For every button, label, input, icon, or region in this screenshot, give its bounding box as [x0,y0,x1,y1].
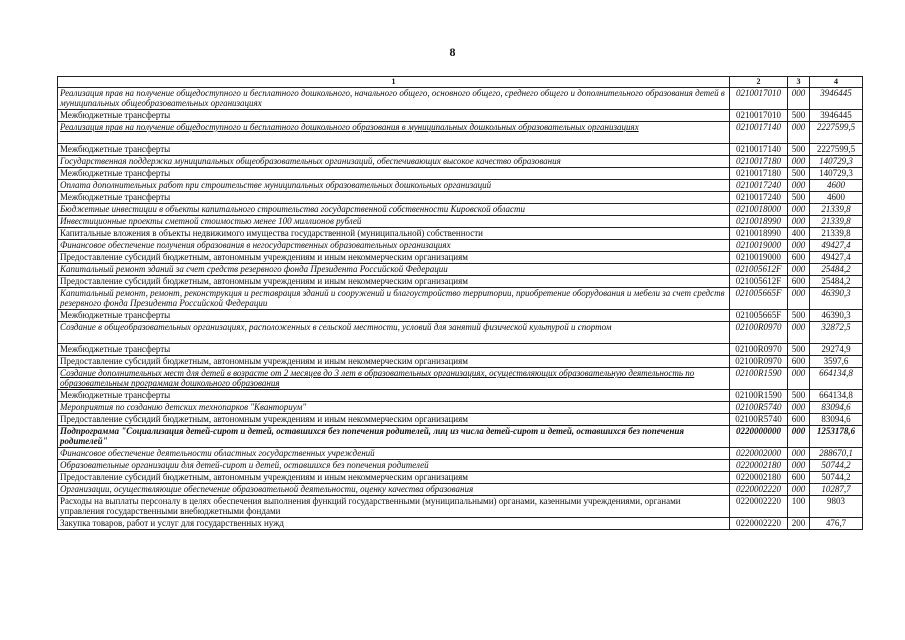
row-code-cell: 0210017180 [730,156,788,168]
row-type-cell: 400 [788,228,810,240]
row-code-cell: 02100R1590 [730,368,788,390]
row-name-cell: Предоставление субсидий бюджетным, автономным учреждениям и иным некоммерческим организациям [58,276,730,288]
row-sum-cell: 476,7 [810,518,863,530]
row-name-cell: Финансовое обеспечение получения образования в негосударственных образовательных организациях [58,240,730,252]
table-row [58,484,863,496]
row-sum-cell: 46390,3 [810,288,863,310]
table-row [58,460,863,472]
page-number: 8 [449,45,456,59]
row-type-cell: 000 [788,288,810,310]
row-name-cell: Капитальный ремонт зданий за счет средств резервного фонда Президента Российской Федерации [58,264,730,276]
table-row [58,204,863,216]
row-name-cell: Закупка товаров, работ и услуг для государственных нужд [58,518,730,530]
row-type-cell: 000 [788,240,810,252]
row-code-cell: 021005612F [730,264,788,276]
row-sum-cell: 2227599,5 [810,144,863,156]
row-code-cell: 0220002180 [730,472,788,484]
row-type-cell: 600 [788,276,810,288]
table-row [58,228,863,240]
table-row [58,180,863,192]
row-type-cell: 000 [788,448,810,460]
row-name-cell: Расходы на выплаты персоналу в целях обеспечения выполнения функций государственными (муниципальными) органами, казенными учреждениями, органами управления государственными внебюджетными фондами [58,496,730,518]
table-row [58,368,863,390]
row-code-cell: 0210018990 [730,228,788,240]
row-sum-cell: 140729,3 [810,168,863,180]
row-name-cell: Межбюджетные трансферты [58,310,730,322]
table-header-row [58,77,863,88]
row-sum-cell: 9803 [810,496,863,518]
row-type-cell: 600 [788,252,810,264]
table-row [58,264,863,276]
row-name-cell: Государственная поддержка муниципальных общеобразовательных организаций, обеспечивающих высокое качество образования [58,156,730,168]
table-row [58,310,863,322]
row-type-cell: 500 [788,144,810,156]
row-code-cell: 02100R0970 [730,356,788,368]
row-type-cell: 500 [788,192,810,204]
row-type-cell: 500 [788,110,810,122]
row-sum-cell: 25484,2 [810,276,863,288]
row-code-cell: 0210017240 [730,180,788,192]
row-name-cell: Межбюджетные трансферты [58,144,730,156]
column-header-name: 1 [58,77,730,88]
table-row [58,356,863,368]
row-sum-cell: 3946445 [810,88,863,110]
row-name-cell: Межбюджетные трансферты [58,192,730,204]
row-code-cell: 0220002220 [730,518,788,530]
row-sum-cell: 3946445 [810,110,863,122]
column-header-sum: 4 [810,77,863,88]
row-code-cell: 02100R5740 [730,402,788,414]
row-code-cell: 0210019000 [730,252,788,264]
row-sum-cell: 83094,6 [810,414,863,426]
table-row [58,240,863,252]
row-sum-cell: 21339,8 [810,204,863,216]
row-name-cell: Инвестиционные проекты сметной стоимостью менее 100 миллионов рублей [58,216,730,228]
row-type-cell: 000 [788,180,810,192]
row-name-cell: Межбюджетные трансферты [58,390,730,402]
row-name-cell: Межбюджетные трансферты [58,168,730,180]
row-type-cell: 100 [788,496,810,518]
row-name-cell: Предоставление субсидий бюджетным, автономным учреждениям и иным некоммерческим организациям [58,472,730,484]
row-sum-cell: 288670,1 [810,448,863,460]
row-code-cell: 0210017140 [730,122,788,144]
row-sum-cell: 29274,9 [810,344,863,356]
row-sum-cell: 49427,4 [810,240,863,252]
row-code-cell: 0210017010 [730,88,788,110]
row-type-cell: 500 [788,344,810,356]
table-row [58,518,863,530]
row-name-cell: Предоставление субсидий бюджетным, автономным учреждениям и иным некоммерческим организациям [58,414,730,426]
table-row [58,288,863,310]
row-type-cell: 000 [788,88,810,110]
row-sum-cell: 49427,4 [810,252,863,264]
row-name-cell: Образовательные организации для детей-сирот и детей, оставшихся без попечения родителей [58,460,730,472]
row-sum-cell: 4600 [810,192,863,204]
row-type-cell: 500 [788,310,810,322]
row-code-cell: 0220002000 [730,448,788,460]
row-code-cell: 021005612F [730,276,788,288]
row-type-cell: 600 [788,414,810,426]
row-type-cell: 200 [788,518,810,530]
budget-table [57,76,863,530]
row-type-cell: 000 [788,402,810,414]
row-code-cell: 0210019000 [730,240,788,252]
row-code-cell: 021005665F [730,310,788,322]
row-code-cell: 021005665F [730,288,788,310]
table-row [58,168,863,180]
row-type-cell: 000 [788,204,810,216]
table-row [58,144,863,156]
table-row [58,472,863,484]
row-name-cell: Реализация прав на получение общедоступного и бесплатного дошкольного образования в муниципальных дошкольных образовательных организациях [58,122,730,144]
table-row [58,88,863,110]
row-sum-cell: 664134,8 [810,390,863,402]
table-row [58,390,863,402]
row-code-cell: 02100R1590 [730,390,788,402]
row-code-cell: 0220002220 [730,484,788,496]
row-name-cell: Бюджетные инвестиции в объекты капитального строительства государственной собственности Кировской области [58,204,730,216]
row-type-cell: 000 [788,122,810,144]
table-body [58,88,863,530]
row-sum-cell: 50744,2 [810,472,863,484]
row-sum-cell: 4600 [810,180,863,192]
row-code-cell: 0210017140 [730,144,788,156]
row-code-cell: 0220000000 [730,426,788,448]
row-name-cell: Межбюджетные трансферты [58,110,730,122]
row-name-cell: Мероприятия по созданию детских технопарков "Кванториум" [58,402,730,414]
row-code-cell: 02100R5740 [730,414,788,426]
row-code-cell: 0210018990 [730,216,788,228]
row-code-cell: 02100R0970 [730,322,788,344]
row-type-cell: 500 [788,168,810,180]
row-name-cell: Капитальные вложения в объекты недвижимого имущества государственной (муниципальной) собственности [58,228,730,240]
table-row [58,344,863,356]
table-row [58,110,863,122]
table-row [58,414,863,426]
row-name-cell: Капитальный ремонт, ремонт, реконструкция и реставрация зданий и сооружений и благоустройство территории, приобретение оборудования и мебели за счет средств резервного фонда Президента Российской Федерации [58,288,730,310]
row-name-cell: Межбюджетные трансферты [58,344,730,356]
row-sum-cell: 1253178,6 [810,426,863,448]
row-sum-cell: 50744,2 [810,460,863,472]
row-code-cell: 0220002220 [730,496,788,518]
row-sum-cell: 83094,6 [810,402,863,414]
row-name-cell: Организации, осуществляющие обеспечение образовательной деятельности, оценку качества образования [58,484,730,496]
row-code-cell: 0220002180 [730,460,788,472]
table-row [58,322,863,344]
table-row [58,448,863,460]
row-type-cell: 000 [788,156,810,168]
row-name-cell: Реализация прав на получение общедоступного и бесплатного дошкольного, начального общего, основного общего, среднего общего и дополнительного образования детей в муниципальных общеобразовательных организациях [58,88,730,110]
table-row [58,156,863,168]
row-code-cell: 0210017180 [730,168,788,180]
table-row [58,276,863,288]
row-code-cell: 0210018000 [730,204,788,216]
row-type-cell: 000 [788,322,810,344]
row-type-cell: 000 [788,460,810,472]
table-row [58,122,863,144]
table-row [58,496,863,518]
row-type-cell: 000 [788,484,810,496]
row-sum-cell: 25484,2 [810,264,863,276]
row-name-cell: Оплата дополнительных работ при строительстве муниципальных образовательных дошкольных организаций [58,180,730,192]
row-sum-cell: 46390,3 [810,310,863,322]
table-row [58,426,863,448]
row-type-cell: 500 [788,390,810,402]
table-row [58,216,863,228]
row-sum-cell: 3597,6 [810,356,863,368]
row-name-cell: Создание дополнительных мест для детей в возрасте от 2 месяцев до 3 лет в образовательных организациях, осуществляющих образовательную деятельность по образовательным программам дошкольного образования [58,368,730,390]
table-row [58,402,863,414]
row-sum-cell: 2227599,5 [810,122,863,144]
row-name-cell: Предоставление субсидий бюджетным, автономным учреждениям и иным некоммерческим организациям [58,252,730,264]
row-sum-cell: 21339,8 [810,228,863,240]
row-type-cell: 000 [788,264,810,276]
column-header-type: 3 [788,77,810,88]
row-code-cell: 0210017240 [730,192,788,204]
row-sum-cell: 10287,7 [810,484,863,496]
row-name-cell: Создание в общеобразовательных организациях, расположенных в сельской местности, условий для занятий физической культурой и спортом [58,322,730,344]
row-type-cell: 000 [788,368,810,390]
row-name-cell: Предоставление субсидий бюджетным, автономным учреждениям и иным некоммерческим организациям [58,356,730,368]
row-sum-cell: 664134,8 [810,368,863,390]
row-type-cell: 600 [788,356,810,368]
row-sum-cell: 32872,5 [810,322,863,344]
row-code-cell: 02100R0970 [730,344,788,356]
row-name-cell: Финансовое обеспечение деятельности областных государственных учреждений [58,448,730,460]
row-type-cell: 000 [788,426,810,448]
row-sum-cell: 21339,8 [810,216,863,228]
table-row [58,252,863,264]
column-header-code: 2 [730,77,788,88]
table-row [58,192,863,204]
row-type-cell: 600 [788,472,810,484]
row-code-cell: 0210017010 [730,110,788,122]
row-sum-cell: 140729,3 [810,156,863,168]
row-name-cell: Подпрограмма "Социализация детей-сирот и детей, оставшихся без попечения родителей, лиц из числа детей-сирот и детей, оставшихся без попечения родителей" [58,426,730,448]
row-type-cell: 000 [788,216,810,228]
